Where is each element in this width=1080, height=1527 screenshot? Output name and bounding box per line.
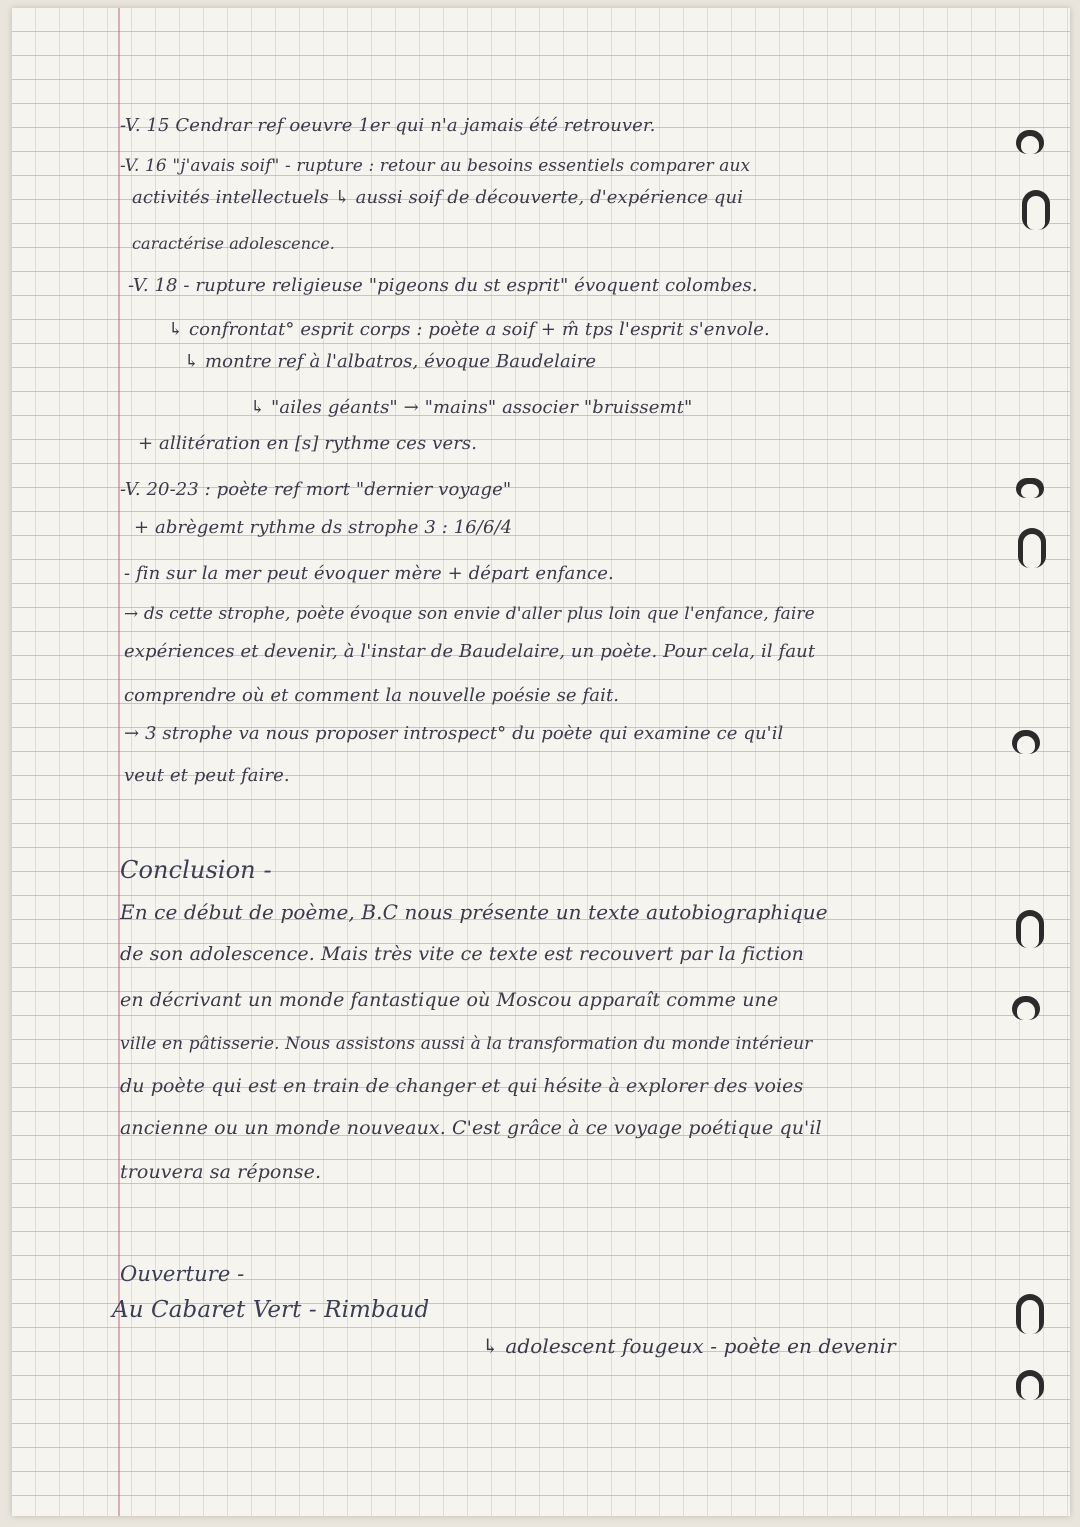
conclusion-line: de son adolescence. Mais très vite ce texte est recouvert par la fiction <box>120 943 805 965</box>
note-line: expériences et devenir, à l'instar de Baudelaire, un poète. Pour cela, il faut <box>124 641 816 662</box>
conclusion-line: trouvera sa réponse. <box>120 1161 322 1183</box>
note-line: -V. 15 Cendrar ref oeuvre 1er qui n'a jamais été retrouver. <box>120 115 656 136</box>
note-line: caractérise adolescence. <box>132 234 335 253</box>
ouverture-note: ↳ adolescent fougeux - poète en devenir <box>482 1334 896 1358</box>
note-line: → ds cette strophe, poète évoque son envie d'aller plus loin que l'enfance, faire <box>124 604 815 624</box>
notebook-page <box>12 8 1070 1516</box>
note-line: - fin sur la mer peut évoquer mère + départ enfance. <box>124 563 614 584</box>
note-line: comprendre où et comment la nouvelle poésie se fait. <box>124 685 620 706</box>
conclusion-line: ville en pâtisserie. Nous assistons aussi à la transformation du monde intérieur <box>120 1034 813 1054</box>
note-line: veut et peut faire. <box>124 765 290 786</box>
conclusion-line: ancienne ou un monde nouveaux. C'est grâce à ce voyage poétique qu'il <box>120 1117 822 1139</box>
note-line: + allitération en [s] rythme ces vers. <box>138 433 478 454</box>
note-line: -V. 16 "j'avais soif" - rupture : retour au besoins essentiels comparer aux <box>120 156 751 176</box>
note-line: + abrègemt rythme ds strophe 3 : 16/6/4 <box>134 517 513 538</box>
note-line: ↳ montre ref à l'albatros, évoque Baudelaire <box>184 351 597 372</box>
conclusion-line: du poète qui est en train de changer et qui hésite à explorer des voies <box>120 1075 804 1097</box>
note-line: ↳ confrontat° esprit corps : poète a soif + m̂ tps l'esprit s'envole. <box>168 319 770 340</box>
note-line: → 3 strophe va nous proposer introspect° du poète qui examine ce qu'il <box>124 723 784 744</box>
note-line: ↳ "ailes géants" → "mains" associer "bruissemt" <box>250 397 693 418</box>
handwritten-notes <box>12 8 1070 1516</box>
ouverture-heading: Ouverture - <box>120 1262 245 1286</box>
conclusion-line: en décrivant un monde fantastique où Moscou apparaît comme une <box>120 989 779 1011</box>
ouverture-title: Au Cabaret Vert - Rimbaud <box>112 1297 430 1323</box>
conclusion-line: En ce début de poème, B.C nous présente un texte autobiographique <box>120 900 828 924</box>
conclusion-heading: Conclusion - <box>120 856 272 884</box>
note-line: activités intellectuels ↳ aussi soif de découverte, d'expérience qui <box>132 187 744 208</box>
note-line: -V. 20-23 : poète ref mort "dernier voyage" <box>120 479 512 500</box>
note-line: -V. 18 - rupture religieuse "pigeons du st esprit" évoquent colombes. <box>128 275 758 296</box>
